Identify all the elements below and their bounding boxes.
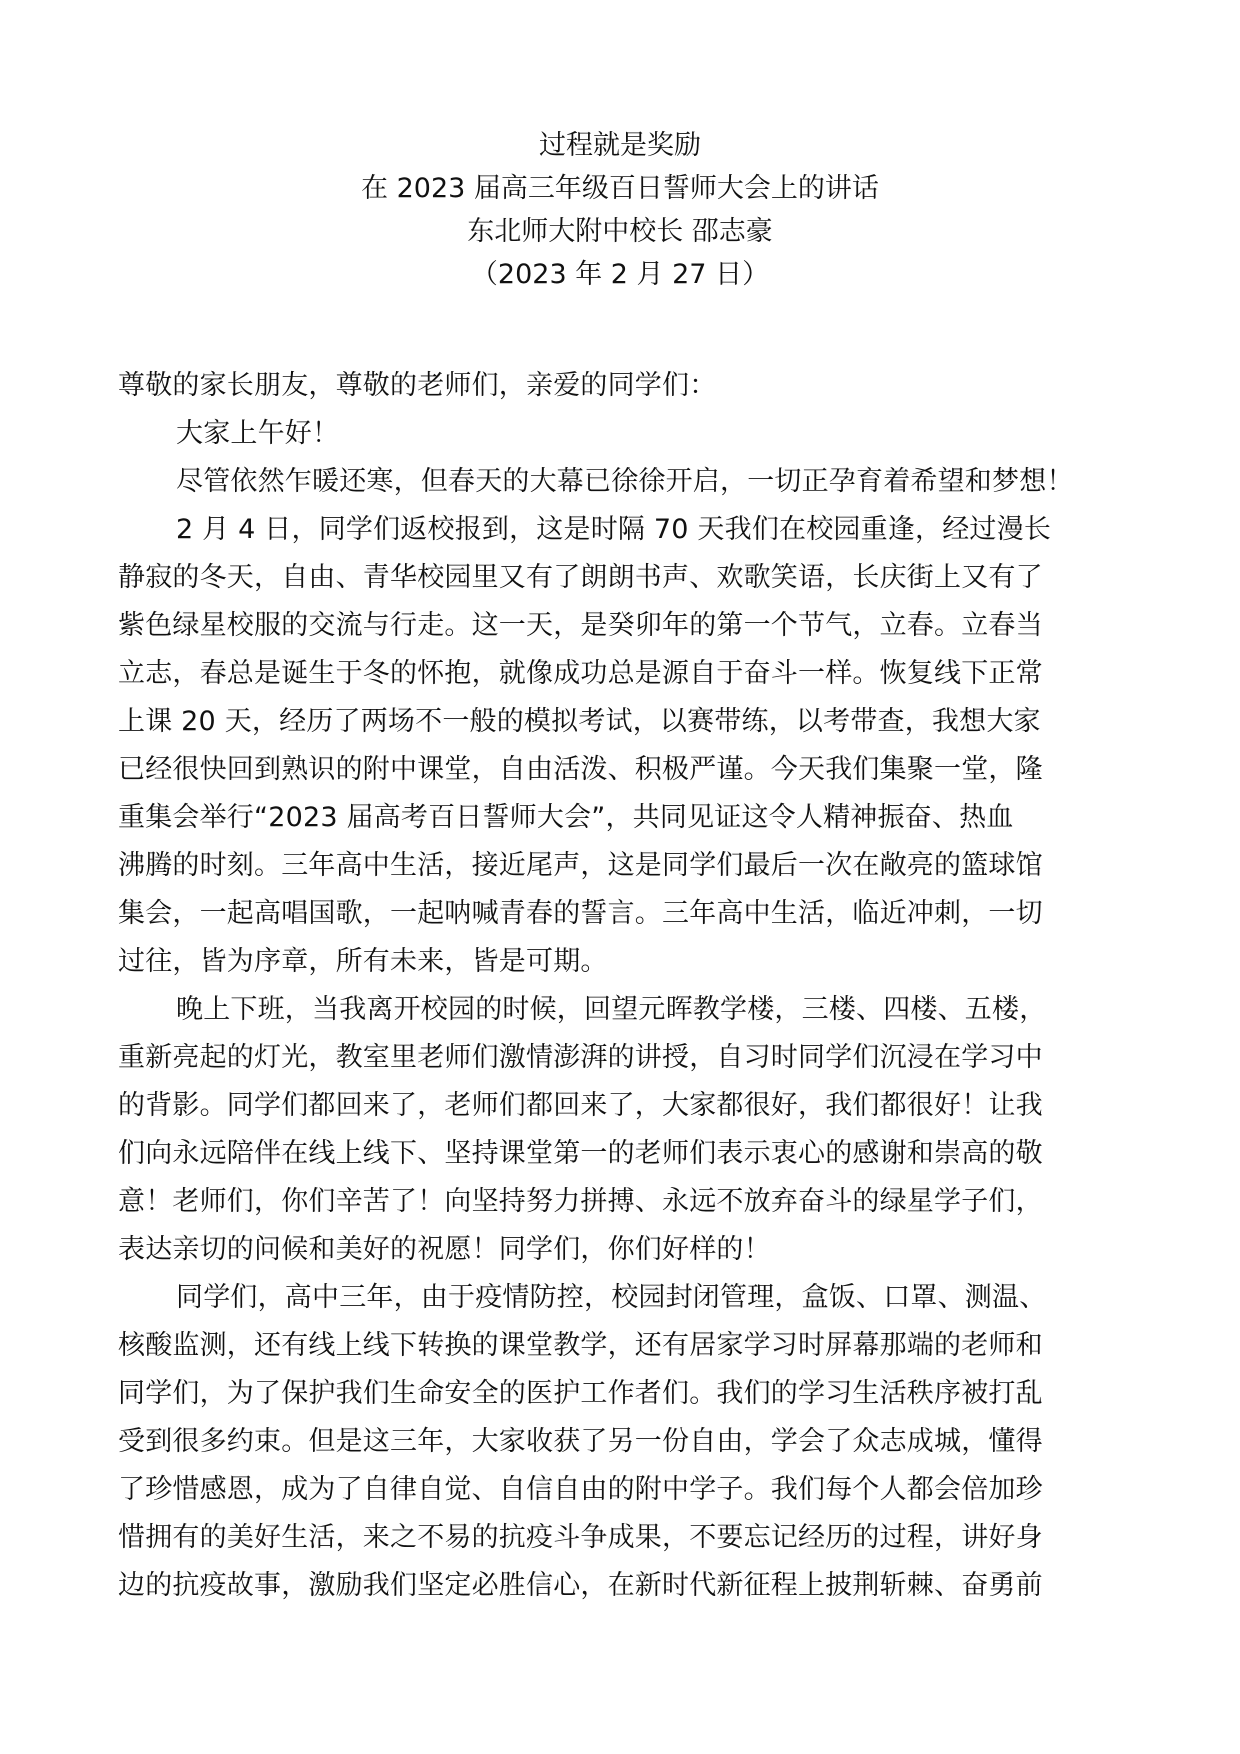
text-line: 表达亲切的问候和美好的祝愿！同学们，你们好样的！ — [118, 1234, 771, 1265]
text-line: 已经很快回到熟识的附中课堂，自由活泼、积极严谨。今天我们集聚一堂，隆 — [118, 754, 1043, 785]
text-line: 们向永远陪伴在线上线下、坚持课堂第一的老师们表示衷心的感谢和崇高的敬 — [118, 1138, 1043, 1169]
text-line: 受到很多约束。但是这三年，大家收获了另一份自由，学会了众志成城，懂得 — [118, 1426, 1043, 1457]
text-line: 尊敬的家长朋友，尊敬的老师们，亲爱的同学们： — [118, 370, 717, 401]
text-line: 的背影。同学们都回来了，老师们都回来了，大家都很好，我们都很好！让我 — [118, 1090, 1043, 1121]
text-line: 尽管依然乍暖还寒，但春天的大幕已徐徐开启，一切正孕育着希望和梦想！ — [176, 466, 1074, 497]
document-subtitle: 在 2023 届高三年级百日誓师大会上的讲话 — [361, 173, 879, 204]
text-line: 核酸监测，还有线上线下转换的课堂教学，还有居家学习时屏幕那端的老师和 — [118, 1330, 1043, 1361]
text-line: 沸腾的时刻。三年高中生活，接近尾声，这是同学们最后一次在敞亮的篮球馆 — [118, 850, 1043, 881]
speaker-line: 东北师大附中校长 邵志豪 — [467, 216, 773, 247]
text-line: 重新亮起的灯光，教室里老师们激情澎湃的讲授，自习时同学们沉浸在学习中 — [118, 1042, 1043, 1073]
text-line: 同学们，高中三年，由于疫情防控，校园封闭管理，盒饭、口罩、测温、 — [176, 1282, 1047, 1313]
document-header — [0, 124, 1240, 296]
text-line: 同学们，为了保护我们生命安全的医护工作者们。我们的学习生活秩序被打乱 — [118, 1378, 1043, 1409]
text-line: 大家上午好！ — [176, 418, 340, 449]
text-line: 立志，春总是诞生于冬的怀抱，就像成功总是源自于奋斗一样。恢复线下正常 — [118, 658, 1043, 689]
speech-date: （2023 年 2 月 27 日） — [470, 259, 770, 290]
text-line: 过往，皆为序章，所有未来，皆是可期。 — [118, 946, 608, 977]
text-line: 意！老师们，你们辛苦了！向坚持努力拼搏、永远不放弃奋斗的绿星学子们， — [118, 1186, 1043, 1217]
text-line: 静寂的冬天，自由、青华校园里又有了朗朗书声、欢歌笑语，长庆街上又有了 — [118, 562, 1043, 593]
text-line: 重集会举行“2023 届高考百日誓师大会”，共同见证这令人精神振奋、热血 — [118, 802, 1014, 833]
text-line: 了珍惜感恩，成为了自律自觉、自信自由的附中学子。我们每个人都会倍加珍 — [118, 1474, 1043, 1505]
text-line: 集会，一起高唱国歌，一起呐喊青春的誓言。三年高中生活，临近冲刺，一切 — [118, 898, 1043, 929]
text-line: 惜拥有的美好生活，来之不易的抗疫斗争成果，不要忘记经历的过程，讲好身 — [118, 1522, 1043, 1553]
speech-body — [118, 362, 1128, 1610]
text-line: 上课 20 天，经历了两场不一般的模拟考试，以赛带练，以考带查，我想大家 — [118, 706, 1041, 737]
text-line: 2 月 4 日，同学们返校报到，这是时隔 70 天我们在校园重逢，经过漫长 — [176, 514, 1052, 545]
text-line: 边的抗疫故事，激励我们坚定必胜信心，在新时代新征程上披荆斩棘、奋勇前 — [118, 1570, 1043, 1601]
text-line: 晚上下班，当我离开校园的时候，回望元晖教学楼，三楼、四楼、五楼， — [176, 994, 1047, 1025]
text-line: 紫色绿星校服的交流与行走。这一天，是癸卯年的第一个节气，立春。立春当 — [118, 610, 1043, 641]
document-title: 过程就是奖励 — [539, 130, 701, 161]
